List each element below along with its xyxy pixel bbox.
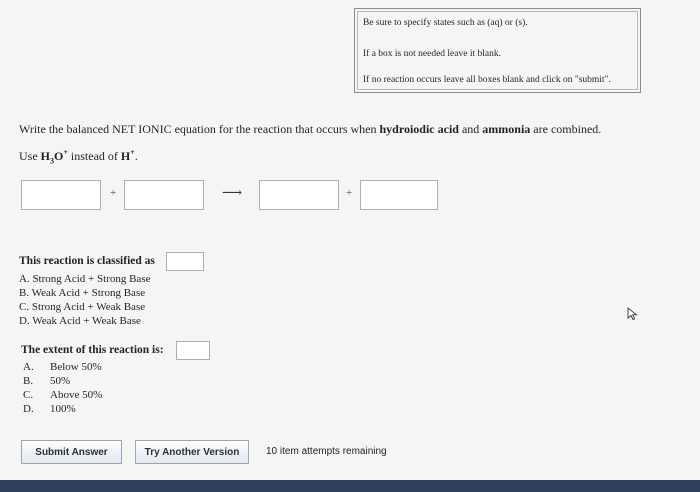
plus-sign-reactants: +	[110, 187, 117, 199]
prompt-acid: hydroiodic acid	[379, 122, 459, 136]
extent-letter-d: D.	[23, 403, 34, 415]
product-2-input[interactable]	[360, 180, 438, 210]
extent-letter-c: C.	[23, 389, 34, 401]
reaction-arrow-icon: ⟶	[222, 186, 243, 201]
h-sup: +	[130, 148, 135, 157]
mouse-pointer-icon	[627, 307, 639, 321]
extent-text-b: 50%	[50, 375, 71, 387]
extent-text-c: Above 50%	[50, 389, 103, 401]
note-blank-box: If a box is not needed leave it blank.	[363, 49, 501, 59]
classification-input[interactable]	[166, 252, 204, 271]
classification-option-d: D. Weak Acid + Weak Base	[19, 315, 141, 327]
extent-options	[23, 362, 102, 418]
prompt-base: ammonia	[482, 122, 531, 136]
extent-letter-b: B.	[23, 375, 34, 387]
prompt-and: and	[458, 122, 483, 136]
h3o-sub: 3	[50, 156, 55, 166]
extent-option-c	[23, 390, 102, 404]
extent-letter-a: A.	[23, 361, 34, 373]
footer-bar	[0, 480, 700, 492]
h-h: H	[120, 149, 131, 163]
extent-label: The extent of this reaction is:	[21, 344, 164, 356]
extent-input[interactable]	[176, 341, 210, 360]
h-formula	[121, 149, 135, 163]
plus-sign-products: +	[346, 187, 353, 199]
try-another-version-button[interactable]: Try Another Version	[135, 440, 249, 464]
use-suffix: .	[134, 149, 138, 163]
extent-text-a: Below 50%	[50, 361, 102, 373]
instructions-box	[354, 8, 641, 93]
classification-option-c: C. Strong Acid + Weak Base	[19, 301, 146, 313]
use-middle: instead of	[67, 149, 121, 163]
submit-answer-button[interactable]: Submit Answer	[21, 440, 122, 464]
prompt-after: are combined.	[530, 122, 602, 136]
h3o-o: O	[54, 149, 64, 163]
attempts-remaining: 10 item attempts remaining	[266, 446, 387, 457]
reactant-2-input[interactable]	[124, 180, 204, 210]
classification-option-a: A. Strong Acid + Strong Base	[19, 273, 151, 285]
note-no-reaction: If no reaction occurs leave all boxes blank and click on "submit".	[363, 75, 611, 85]
h3o-h: H	[40, 149, 51, 163]
extent-option-b	[23, 376, 102, 390]
classification-options	[19, 274, 150, 330]
reactant-1-input[interactable]	[21, 180, 101, 210]
extent-option-a	[23, 362, 102, 376]
prompt-text: Write the balanced NET IONIC equation for the reaction that occurs when	[19, 122, 380, 136]
note-states: Be sure to specify states such as (aq) or (s).	[363, 18, 528, 28]
classification-label: This reaction is classified as	[19, 255, 155, 267]
classification-option-b: B. Weak Acid + Strong Base	[19, 287, 146, 299]
extent-text-d: 100%	[50, 403, 76, 415]
h3o-formula	[40, 148, 68, 166]
use-hint	[19, 148, 138, 165]
product-1-input[interactable]	[259, 180, 339, 210]
use-prefix: Use	[19, 149, 41, 163]
question-prompt	[19, 122, 601, 137]
instructions-inner	[357, 11, 638, 90]
h3o-sup: +	[63, 148, 68, 157]
extent-option-d	[23, 404, 102, 418]
